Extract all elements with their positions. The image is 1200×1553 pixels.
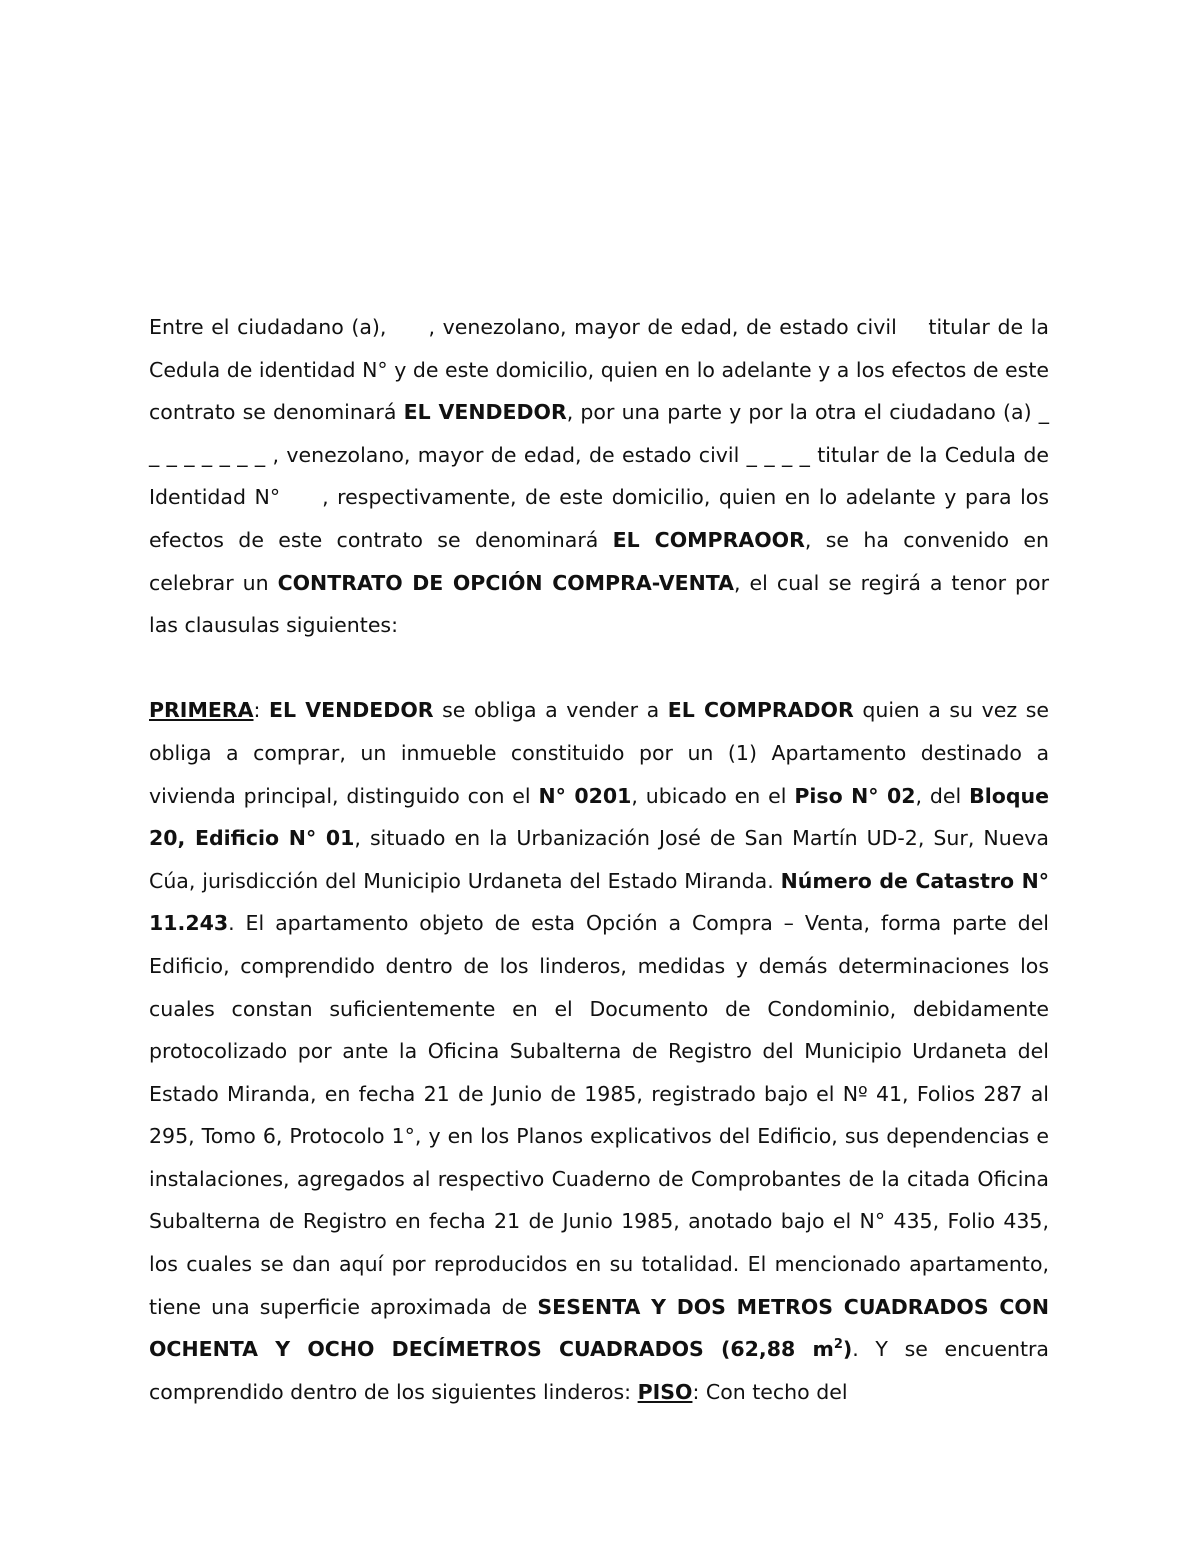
comprador-term: EL COMPRADOR xyxy=(667,698,854,723)
clause-text-8: . Y se encuentra comprendido dentro de los siguientes linderos: xyxy=(149,1337,1049,1404)
clause-text-5: , del xyxy=(915,783,962,808)
clause-heading-primera: PRIMERA xyxy=(149,698,254,723)
intro-paragraph xyxy=(149,306,1049,647)
cadastre-number: Número de Catastro N° 11.243 xyxy=(149,868,1049,936)
clause-text-4: , ubicado en el xyxy=(631,783,787,808)
clause-text-6: , situado en la Urbanización José de San Martín UD-2, Sur, Nueva Cúa, jurisdicción del Municipio Urdaneta del Estado Miranda. xyxy=(149,826,1049,893)
document-page xyxy=(149,306,1049,1413)
vendedor-term: EL VENDEDOR xyxy=(269,698,434,723)
clause-text-2: se obliga a vender a xyxy=(442,698,660,723)
contract-title: CONTRATO DE OPCIÓN COMPRA-VENTA xyxy=(277,570,735,595)
intro-text-6: , se ha convenido en celebrar un xyxy=(149,527,1049,595)
intro-text-7: , el cual se regirá a tenor por las clausulas siguientes: xyxy=(149,570,1049,638)
vendedor-term: EL VENDEDOR xyxy=(403,400,567,425)
piso-label: PISO xyxy=(637,1379,693,1404)
intro-text-2: , venezolano, mayor de edad, de estado civil xyxy=(428,315,897,339)
surface-area-superscript: 2 xyxy=(833,1337,843,1353)
intro-text-5: , respectivamente, de este domicilio, quien en lo adelante y para los efectos de este contrato se denominará xyxy=(149,485,1049,552)
comprador-term: EL COMPRAOOR xyxy=(612,527,805,552)
block-building: Bloque 20, Edificio N° 01 xyxy=(149,783,1049,851)
clause-primera-paragraph xyxy=(149,689,1049,1413)
clause-text-3: quien a su vez se obliga a comprar, un inmueble constituido por un (1) Apartamento destinado a vivienda principal, distinguido con el xyxy=(149,698,1049,808)
apartment-number: N° 0201 xyxy=(538,783,632,808)
floor-number: Piso N° 02 xyxy=(794,783,916,808)
clause-text-7: . El apartamento objeto de esta Opción a Compra – Venta, forma parte del Edificio, comprendido dentro de los linderos, medidas y demás determinaciones los cuales constan suficientemente en el Documento de Condominio, debidamente protocolizado por ante la Oficina Subalterna de Registro del Municipio Urdaneta del Estado Miranda, en fecha 21 de Junio de 1985, registrado bajo el Nº 41, Folios 287 al 295, Tomo 6, Protocolo 1°, y en los Planos explicativos del Edificio, sus dependencias e instalaciones, agregados al respectivo Cuaderno de Comprobantes de la citada Oficina Subalterna de Registro en fecha 21 de Junio 1985, anotado bajo el N° 435, Folio 435, los cuales se dan aquí por reproducidos en su totalidad. El mencionado apartamento, tiene una superficie aproximada de xyxy=(149,911,1049,1319)
intro-text-1: Entre el ciudadano (a), xyxy=(149,315,387,339)
surface-area-text: SESENTA Y DOS METROS CUADRADOS CON OCHENTA Y OCHO DECÍMETROS CUADRADOS (62,88 m xyxy=(149,1294,1049,1362)
surface-area-close: ) xyxy=(842,1337,853,1362)
clause-text-9: : Con techo del xyxy=(692,1379,848,1404)
intro-text-4: , por una parte y por la otra el ciudadano (a) _ _ _ _ _ _ _ _ , venezolano, mayor de edad, de estado civil _ _ _ _ titular de la Cedula de Identidad N° xyxy=(149,400,1049,510)
clause-text-1: : xyxy=(253,698,261,723)
intro-text-3: titular de la Cedula de identidad N° y de este domicilio, quien en lo adelante y a los efectos de este contrato se denominará xyxy=(149,315,1049,425)
